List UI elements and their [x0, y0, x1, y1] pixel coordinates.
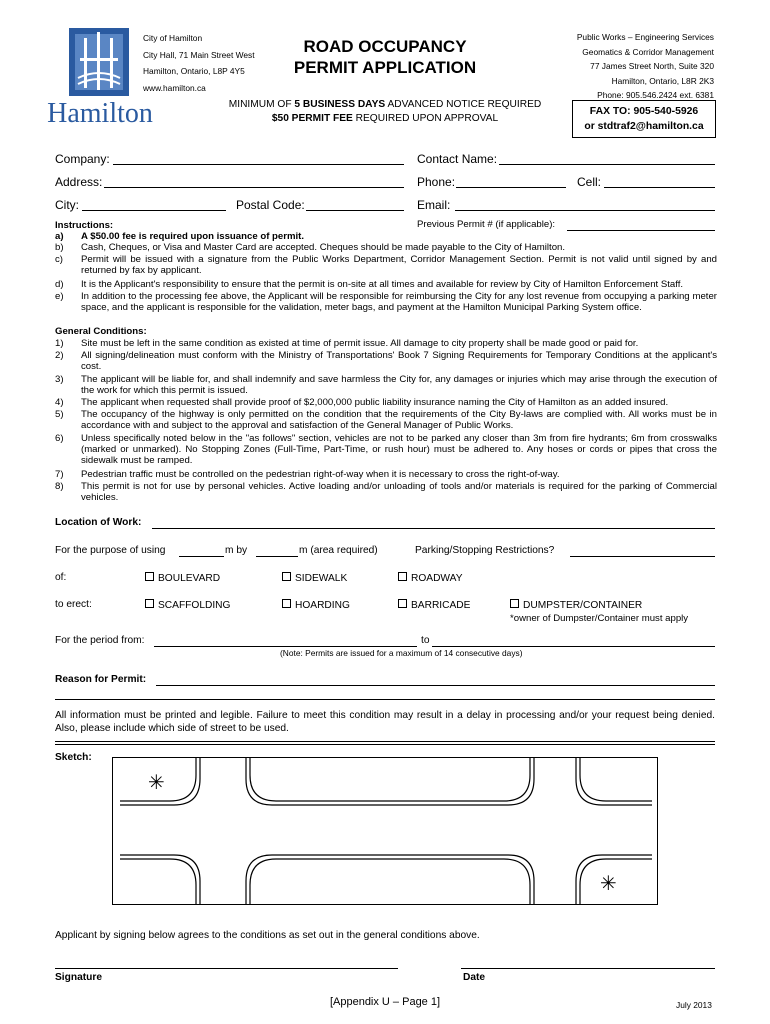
purpose-label: For the purpose of using: [55, 545, 166, 556]
erect-label: to erect:: [55, 599, 92, 610]
signature-label: Signature: [55, 972, 102, 983]
sketch-label: Sketch:: [55, 752, 92, 763]
period-to-label: to: [421, 635, 430, 646]
boulevard-option[interactable]: BOULEVARD: [145, 572, 220, 584]
reason-field-line-2[interactable]: [55, 699, 715, 700]
cell-label: Cell:: [577, 175, 602, 189]
boulevard-checkbox[interactable]: [145, 572, 154, 581]
city-name: City of Hamilton: [143, 33, 203, 43]
legibility-note: All information must be printed and legible. Failure to meet this condition may result in a delay in processing and/or your request being denied. Also, please include which side of street to be used.: [55, 710, 715, 734]
section-divider: [55, 741, 715, 745]
conditions-heading: General Conditions:: [55, 326, 147, 337]
city-address-block: [143, 30, 255, 96]
city-street: City Hall, 71 Main Street West: [143, 49, 255, 60]
city-label: City:: [55, 198, 79, 212]
date-label: Date: [463, 972, 486, 983]
period-label: For the period from:: [55, 635, 145, 646]
fire-hydrant-marker-icon: ✳: [600, 871, 617, 895]
reason-label: Reason for Permit:: [55, 674, 147, 685]
date-field[interactable]: [461, 968, 715, 969]
city-postal: Hamilton, Ontario, L8P 4Y5: [143, 66, 245, 76]
city-field[interactable]: [82, 210, 226, 211]
dept-line-2: Geomatics & Corridor Management: [582, 46, 714, 57]
dept-line-4: Hamilton, Ontario, L8R 2K3: [611, 75, 714, 86]
phone-label: Phone:: [417, 175, 456, 189]
location-label: Location of Work:: [55, 517, 142, 528]
phone-field[interactable]: [456, 187, 566, 188]
condition-item: 2) All signing/delineation must conform with the Ministry of Transportations' Book 7 Signing Requirements for Temporary Conditions at the applicant's cost.: [55, 350, 717, 373]
location-field[interactable]: [152, 528, 715, 529]
dept-line-3: 77 James Street North, Suite 320: [590, 61, 714, 72]
cell-field[interactable]: [604, 187, 715, 188]
form-title: [270, 36, 500, 78]
fire-hydrant-marker-icon: ✳: [148, 770, 165, 794]
scaffolding-option[interactable]: SCAFFOLDING: [145, 599, 230, 611]
condition-item: 1) Site must be left in the same condition as existed at time of permit issue. All damage to city property shall be made good or paid for.: [55, 338, 639, 349]
contact-name-field[interactable]: [499, 164, 715, 165]
address-field[interactable]: [104, 187, 404, 188]
title-line-2: PERMIT APPLICATION: [293, 58, 477, 77]
purpose-area-label: m (area required): [299, 545, 378, 556]
email-label: Email:: [417, 198, 451, 212]
roadway-option[interactable]: ROADWAY: [398, 572, 463, 584]
instruction-item: b) Cash, Cheques, or Visa and Master Card are accepted. Cheques should be made payable to the City of Hamilton.: [55, 242, 566, 253]
department-block: [540, 30, 714, 103]
reason-field[interactable]: [156, 685, 715, 686]
sketch-area[interactable]: [112, 757, 658, 905]
sidewalk-checkbox[interactable]: [282, 572, 291, 581]
contact-name-label: Contact Name:: [417, 152, 498, 166]
revision-date: July 2013: [676, 1000, 712, 1010]
period-note: (Note: Permits are issued for a maximum of 14 consecutive days): [280, 648, 523, 658]
barricade-option[interactable]: BARRICADE: [398, 599, 470, 611]
purpose-width-field[interactable]: [256, 556, 298, 557]
condition-item: 6) Unless specifically noted below in the "as follows" section, vehicles are not to be parked any closer than 3m from fire hydrants; 6m from crosswalks (marked or unmarked). No Stopping Zones (Full-Time, Part-Time, or rush hour) must be adhered to. Any hoses or cords or pipes that cross the sidewalk must be ramped.: [55, 433, 717, 467]
dumpster-note: *owner of Dumpster/Container must apply: [510, 613, 689, 624]
postal-code-label: Postal Code:: [236, 198, 305, 212]
condition-item: 8) This permit is not for use by personal vehicles. Active loading and/or unloading of tools and/or materials is required for the parking of Commercial vehicles.: [55, 481, 717, 504]
instruction-item: d) It is the Applicant's responsibility to ensure that the permit is on-site at all times and available for review by City of Hamilton Enforcement Staff.: [55, 279, 684, 290]
dept-line-5: Phone: 905.546.2424 ext. 6381: [597, 90, 714, 101]
period-end-field[interactable]: [432, 646, 715, 647]
fax-email: or stdtraf2@hamilton.ca: [584, 121, 704, 132]
barricade-checkbox[interactable]: [398, 599, 407, 608]
of-label: of:: [55, 572, 67, 583]
condition-item: 3) The applicant will be liable for, and shall indemnify and save harmless the City for, any damages or injuries which may arise through the execution of the work for which this permit is issued.: [55, 374, 717, 397]
address-label: Address:: [55, 175, 103, 189]
email-field[interactable]: [455, 210, 715, 211]
city-website: www.hamilton.ca: [143, 82, 206, 93]
purpose-by-label: m by: [225, 545, 248, 556]
fax-number: FAX TO: 905-540-5926: [589, 106, 699, 117]
company-label: Company:: [55, 152, 110, 166]
roadway-checkbox[interactable]: [398, 572, 407, 581]
signature-field[interactable]: [55, 968, 398, 969]
condition-item: 5) The occupancy of the highway is only permitted on the condition that the requirements of the City By-laws are complied with. All works must be in accordance with and subject to the approval and satisfaction of the General Manager of Public Works.: [55, 409, 717, 432]
logo-wordmark: Hamilton: [47, 98, 153, 129]
instructions-heading: Instructions:: [55, 220, 114, 231]
company-field[interactable]: [113, 164, 404, 165]
hoarding-option[interactable]: HOARDING: [282, 599, 350, 611]
parking-label: Parking/Stopping Restrictions?: [415, 545, 555, 556]
scaffolding-checkbox[interactable]: [145, 599, 154, 608]
instruction-item: a) A $50.00 fee is required upon issuance of permit.: [55, 231, 305, 242]
city-logo: [40, 28, 160, 134]
hoarding-checkbox[interactable]: [282, 599, 291, 608]
purpose-length-field[interactable]: [179, 556, 224, 557]
parking-field[interactable]: [570, 556, 715, 557]
page-label: [Appendix U – Page 1]: [329, 996, 441, 1008]
fax-box: [572, 100, 716, 138]
dumpster-checkbox[interactable]: [510, 599, 519, 608]
intersection-diagram: [112, 757, 658, 905]
advance-notice: MINIMUM OF 5 BUSINESS DAYS ADVANCED NOTICE REQUIRED $50 PERMIT FEE REQUIRED UPON APPROVAL: [228, 99, 542, 124]
instruction-item: c) Permit will be issued with a signature from the Public Works Department, Corridor Management Section. Permit is not valid until signed by and returned by fax by applicant.: [55, 254, 717, 277]
postal-code-field[interactable]: [306, 210, 404, 211]
period-start-field[interactable]: [154, 646, 417, 647]
instruction-item: e) In addition to the processing fee above, the Applicant will be responsible for reimbursing the City for any lost revenue from occupying a parking meter space, and the applicant is responsible for the validation, meter bags, and payment at the Hamilton Municipal Parking System office.: [55, 291, 717, 314]
dumpster-option[interactable]: DUMPSTER/CONTAINER: [510, 599, 642, 611]
title-line-1: ROAD OCCUPANCY: [303, 37, 467, 56]
condition-item: 7) Pedestrian traffic must be controlled on the pedestrian right-of-way when it is necessary to cross the right-of-way.: [55, 469, 560, 480]
sidewalk-option[interactable]: SIDEWALK: [282, 572, 347, 584]
condition-item: 4) The applicant when requested shall provide proof of $2,000,000 public liability insurance naming the City of Hamilton as an added insured.: [55, 397, 669, 408]
previous-permit-label: Previous Permit # (if applicable):: [417, 219, 556, 230]
agreement-text: Applicant by signing below agrees to the conditions as set out in the general conditions above.: [55, 930, 480, 941]
dept-line-1: Public Works – Engineering Services: [576, 32, 714, 42]
